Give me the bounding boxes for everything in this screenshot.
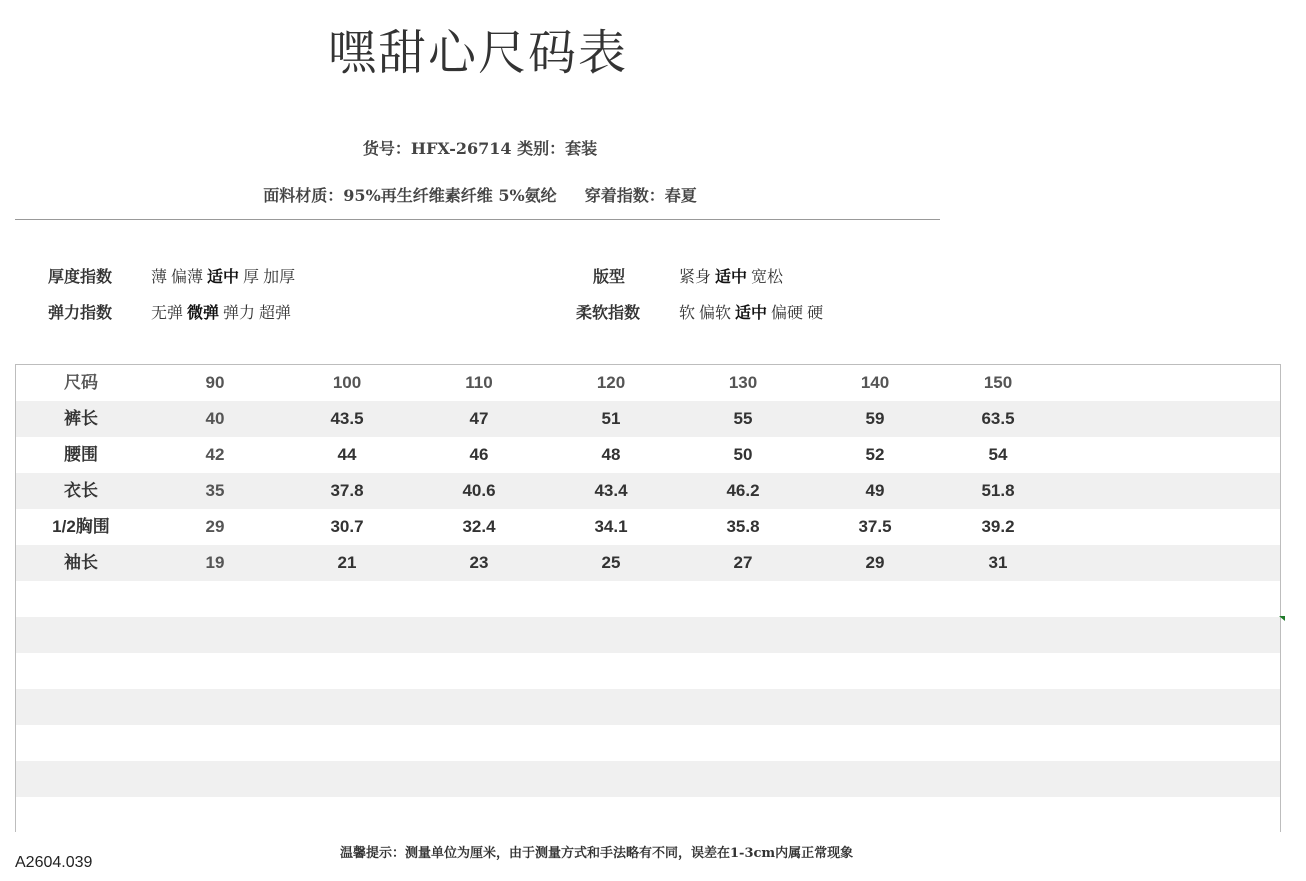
- attribute-option: 无弹: [151, 305, 184, 322]
- thickness-label: 厚度指数: [48, 269, 113, 286]
- attribute-option: 偏硬: [771, 305, 804, 322]
- attribute-option: 加厚: [263, 269, 296, 286]
- table-cell: 43.5: [330, 409, 364, 428]
- table-row: [16, 473, 1280, 509]
- attribute-option: 宽松: [751, 269, 784, 286]
- table-cell: 37.8: [330, 481, 364, 500]
- attribute-option: 弹力: [223, 305, 256, 322]
- fit-label: 版型: [593, 269, 626, 286]
- table-cell: 54: [988, 445, 1008, 464]
- measurement-note: 温馨提示：测量单位为厘米，由于测量方式和手法略有不同，误差在1-3cm内属正常现象: [340, 846, 854, 861]
- table-cell: 40: [205, 409, 225, 428]
- elasticity-options: [151, 300, 295, 323]
- table-row: [16, 509, 1280, 545]
- page-title: 嘿甜心尺码表: [328, 25, 629, 81]
- table-row: [16, 725, 1280, 761]
- item-code: A2604.039: [15, 854, 93, 871]
- attribute-option: 厚: [243, 269, 260, 286]
- table-row: [16, 581, 1280, 617]
- table-cell: 46.2: [726, 481, 760, 500]
- product-code-category: 货号：HFX-26714 类别：套装: [362, 139, 598, 158]
- attribute-option: 偏薄: [171, 269, 204, 286]
- table-cell: 37.5: [858, 517, 892, 536]
- table-row: [16, 653, 1280, 689]
- material-and-season: [0, 183, 960, 206]
- table-cell: 40.6: [462, 481, 496, 500]
- table-cell: 140: [860, 373, 890, 392]
- table-row: [16, 401, 1280, 437]
- table-cell: 31: [988, 553, 1008, 572]
- table-cell: 120: [596, 373, 626, 392]
- attribute-option: 软: [679, 305, 696, 322]
- table-row: [16, 761, 1280, 797]
- table-cell: 150: [983, 373, 1013, 392]
- table-cell: 51.8: [981, 481, 1015, 500]
- table-cell: 27: [733, 553, 753, 572]
- table-cell: 35.8: [726, 517, 760, 536]
- table-cell: 25: [601, 553, 621, 572]
- table-cell: 34.1: [594, 517, 628, 536]
- fit-options: [679, 264, 787, 287]
- attribute-option-selected: 适中: [207, 269, 240, 286]
- table-cell: 47: [469, 409, 489, 428]
- material-text: 面料材质：95%再生纤维素纤维 5%氨纶: [263, 186, 557, 205]
- row-label-cell: 袖长: [64, 553, 98, 572]
- table-cell: 46: [469, 445, 489, 464]
- table-cell: 110: [465, 373, 493, 392]
- table-cell: 130: [728, 373, 758, 392]
- table-cell: 30.7: [330, 517, 364, 536]
- table-cell: 51: [601, 409, 621, 428]
- table-cell: 50: [733, 445, 753, 464]
- cell-marker: [1279, 616, 1285, 621]
- table-cell: 100: [332, 373, 362, 392]
- attribute-option: 薄: [151, 269, 168, 286]
- table-cell: 21: [337, 553, 357, 572]
- table-cell: 90: [205, 373, 225, 392]
- table-cell: 32.4: [462, 517, 496, 536]
- table-cell: 43.4: [594, 481, 628, 500]
- attribute-option-selected: 微弹: [187, 305, 220, 322]
- thickness-options: [151, 264, 299, 287]
- row-label-cell: 腰围: [64, 445, 98, 464]
- attribute-option-selected: 适中: [735, 305, 768, 322]
- table-row: [16, 617, 1280, 653]
- table-cell: 35: [205, 481, 225, 500]
- attribute-option: 紧身: [679, 269, 712, 286]
- table-cell: 29: [205, 517, 225, 536]
- table-cell: 29: [865, 553, 885, 572]
- table-cell: 59: [865, 409, 885, 428]
- table-row: [16, 437, 1280, 473]
- attribute-option: 超弹: [259, 305, 292, 322]
- size-table: [15, 364, 1281, 832]
- table-cell: 48: [601, 445, 621, 464]
- table-cell: 39.2: [981, 517, 1015, 536]
- softness-options: [679, 300, 827, 323]
- elasticity-label: 弹力指数: [48, 305, 113, 322]
- table-cell: 49: [865, 481, 885, 500]
- table-cell: 23: [469, 553, 489, 572]
- table-cell: 52: [865, 445, 885, 464]
- attribute-option: 硬: [807, 305, 824, 322]
- row-label-cell: 尺码: [64, 373, 98, 392]
- table-cell: 63.5: [981, 409, 1015, 428]
- softness-label: 柔软指数: [576, 305, 641, 322]
- table-cell: 55: [733, 409, 753, 428]
- table-row: [16, 689, 1280, 725]
- wear-season-text: 穿着指数：春夏: [584, 186, 697, 205]
- attribute-option: 偏软: [699, 305, 732, 322]
- row-label-cell: 裤长: [64, 409, 98, 428]
- divider: [15, 219, 940, 220]
- table-header-row: [16, 365, 1280, 401]
- table-row: [16, 797, 1280, 832]
- attribute-option-selected: 适中: [715, 269, 748, 286]
- table-cell: 42: [205, 445, 225, 464]
- table-row: [16, 545, 1280, 581]
- table-cell: 44: [337, 445, 357, 464]
- row-label-cell: 1/2胸围: [52, 517, 110, 536]
- row-label-cell: 衣长: [64, 481, 98, 500]
- table-cell: 19: [205, 553, 225, 572]
